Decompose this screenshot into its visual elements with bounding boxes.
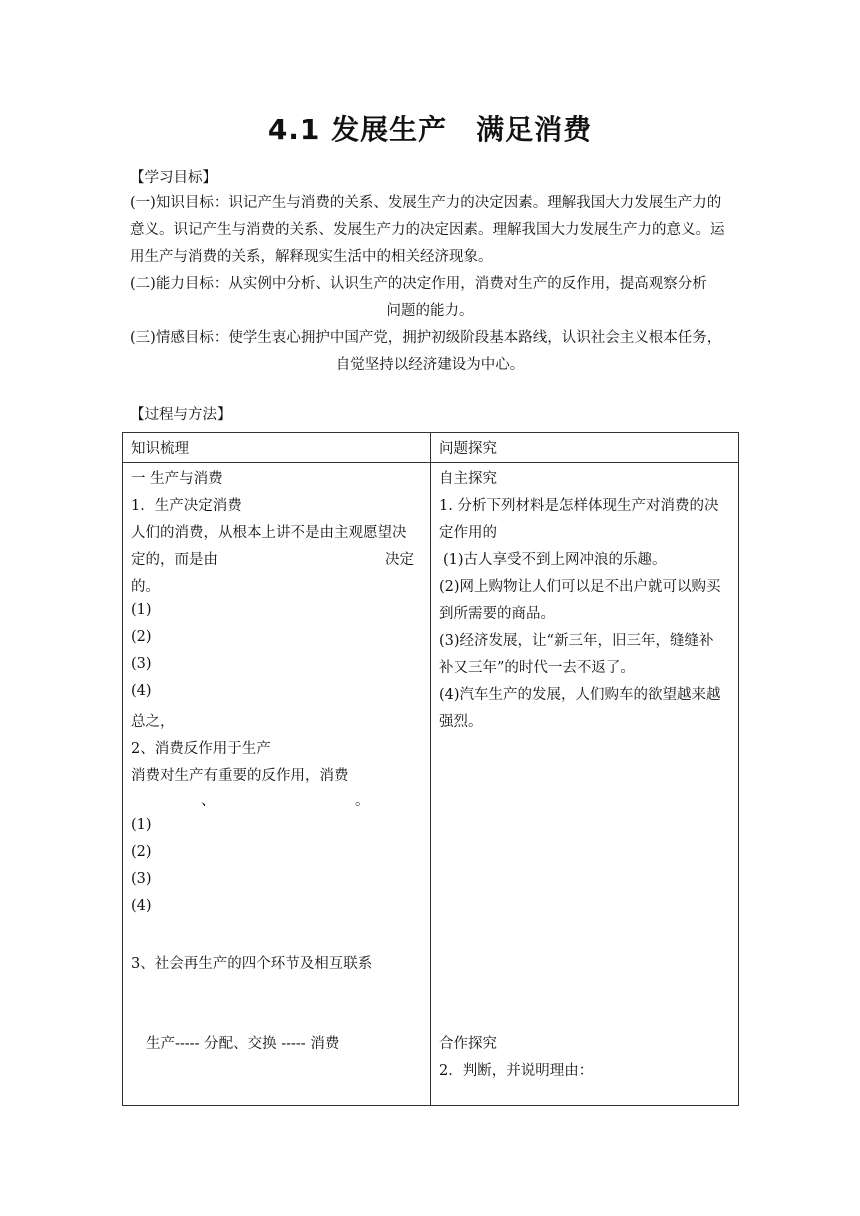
list-item: (3) xyxy=(131,871,152,887)
col-header-knowledge xyxy=(123,433,431,463)
item1-text-line2a: 定的，而是由 xyxy=(131,552,218,568)
item1-text-line1: 人们的消费，从根本上讲不是由主观愿望决 xyxy=(131,525,407,541)
method-heading: 【过程与方法】 xyxy=(130,407,232,423)
item3-title: 3、社会再生产的四个环节及相互联系 xyxy=(131,956,373,972)
list-item: (2) xyxy=(131,629,152,645)
item2-title: 2、消费反作用于生产 xyxy=(131,741,271,757)
material-2-line2: 到所需要的商品。 xyxy=(439,606,555,622)
list-item: (1) xyxy=(131,817,152,833)
summary-label: 总之， xyxy=(131,714,175,730)
item1-title: 1．生产决定消费 xyxy=(131,498,242,514)
study-table xyxy=(122,432,739,1106)
material-3-line2: 补又三年”的时代一去不返了。 xyxy=(439,660,635,676)
question1-line2: 定作用的 xyxy=(439,525,497,541)
table-body-row xyxy=(123,463,739,1106)
goals-heading: 【学习目标】 xyxy=(130,170,217,186)
question1-line1: 1. 分析下列材料是怎样体现生产对消费的决 xyxy=(439,498,719,514)
item1-text-line2b: 决定 xyxy=(385,552,414,568)
material-4-line1: (4)汽车生产的发展，人们购车的欲望越来越 xyxy=(439,687,721,703)
item2-comma: 、 xyxy=(201,793,216,809)
material-1: (1)古人享受不到上网冲浪的乐趣。 xyxy=(443,552,667,568)
material-3-line1: (3)经济发展，让“新三年，旧三年，缝缝补 xyxy=(439,633,714,649)
reproduction-chain: 生产----- 分配、交换 ----- 消费 xyxy=(146,1036,340,1052)
item1-text-line3: 的。 xyxy=(131,579,160,595)
col-header-questions xyxy=(431,433,739,463)
col-header-questions-label: 问题探究 xyxy=(439,441,497,457)
ability-goal-line2: 问题的能力。 xyxy=(386,303,474,319)
list-item: (1) xyxy=(131,602,152,618)
list-item: (4) xyxy=(131,898,152,914)
page-title: 4.1 发展生产 满足消费 xyxy=(267,113,593,146)
item2-text-line1: 消费对生产有重要的反作用，消费 xyxy=(131,768,349,784)
emotion-goal-line2: 自觉坚持以经济建设为中心。 xyxy=(335,357,525,373)
question2: 2．判断，并说明理由： xyxy=(439,1063,594,1079)
coop-explore-heading: 合作探究 xyxy=(439,1036,497,1052)
section-production-consumption: 一 生产与消费 xyxy=(131,471,223,487)
knowledge-cell xyxy=(123,463,431,1106)
ability-goal-line1: (二)能力目标：从实例中分析、认识生产的决定作用，消费对生产的反作用，提高观察分析 xyxy=(130,276,707,292)
table-header-row xyxy=(123,433,739,463)
col-header-knowledge-label: 知识梳理 xyxy=(131,441,189,457)
item2-period: 。 xyxy=(355,793,370,809)
goals-block xyxy=(130,190,730,379)
material-4-line2: 强烈。 xyxy=(439,714,483,730)
material-2-line1: (2)网上购物让人们可以足不出户就可以购买 xyxy=(439,579,721,595)
self-explore-heading: 自主探究 xyxy=(439,471,497,487)
knowledge-goal: (一)知识目标：识记产生与消费的关系、发展生产力的决定因素。理解我国大力发展生产力的意义。识记产生与消费的关系、发展生产力的决定因素。理解我国大力发展生产力的意义。运用生产与消费的关系，解释现实生活中的相关经济现象。 xyxy=(130,195,725,265)
emotion-goal-line1: (三)情感目标：使学生衷心拥护中国产党，拥护初级阶段基本路线，认识社会主义根本任务， xyxy=(130,330,722,346)
list-item: (2) xyxy=(131,844,152,860)
list-item: (3) xyxy=(131,656,152,672)
list-item: (4) xyxy=(131,683,152,699)
questions-cell xyxy=(431,463,739,1106)
